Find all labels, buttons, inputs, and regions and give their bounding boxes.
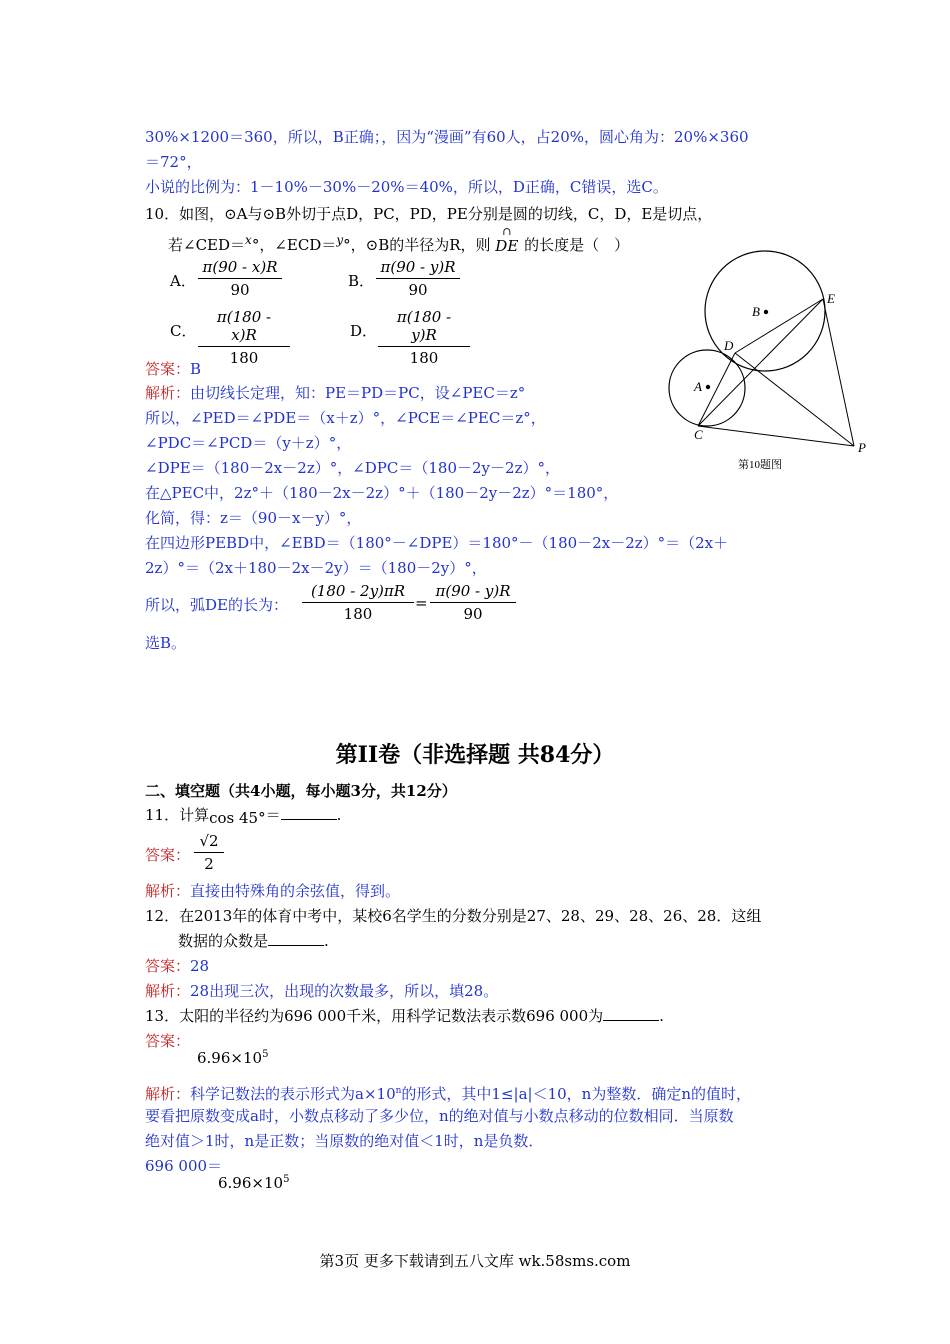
section-title: 第II卷（非选择题 共84分） (335, 742, 615, 768)
line-dp (735, 353, 854, 446)
q13-analysis-2: 要看把原数变成a时，小数点移动了多少位，n的绝对值与小数点移动的位数相同．当原数 (145, 1107, 734, 1125)
q10-analysis-5: 在△PEC中，2z°＋（180－2x－2z）°＋（180－2y－2z）°＝180°， (145, 484, 619, 502)
label-e: E (827, 291, 835, 306)
label-d: D (724, 338, 734, 353)
figure-caption: 第10题图 (738, 459, 782, 471)
label-c: C (694, 427, 703, 442)
q10-analysis-1: 解析：由切线长定理，知：PE＝PD＝PC，设∠PEC＝z° (145, 384, 526, 402)
option-a-fraction: $\frac{\pi(90 - x)R}{90}$ (198, 258, 282, 299)
q10-figure (660, 235, 880, 475)
q13-answer-value: $6.96\times 10^5$ (197, 1049, 269, 1067)
equals-sign: = (415, 594, 428, 612)
q11-analysis: 解析：直接由特殊角的余弦值，得到。 (145, 882, 401, 900)
prev-line-2: ＝72°， (145, 153, 202, 171)
q10-analysis-10: 选B。 (145, 634, 187, 652)
q11-blank (281, 805, 337, 820)
line-cp (698, 426, 854, 446)
q12-analysis: 解析：28出现三次，出现的次数最多，所以，填28。 (145, 982, 499, 1000)
q10-analysis-9: 所以，弧DE的长为： (145, 596, 288, 614)
part-two-heading: 二、填空题（共4小题，每小题3分，共12分） (145, 782, 457, 800)
q13-analysis-4: 696 000＝ (145, 1157, 223, 1175)
label-a: A (694, 379, 702, 394)
label-b: B (752, 304, 760, 319)
q12-answer: 答案：28 (145, 957, 210, 975)
q13-answer-label: 答案： (145, 1032, 191, 1050)
q10-stem-line-2: 若∠CED＝$^x$°，∠ECD＝$^y$°，⊙B的半径为R，则 ∩ DE 的长度是（ ） (168, 225, 630, 255)
line-de (735, 299, 823, 353)
option-c-fraction: $\frac{\pi(180 - x)R}{180}$ (198, 308, 290, 367)
arc-length-fraction-1: $\frac{(180 - 2y)\pi R}{180}$ (302, 582, 414, 623)
option-c-label: C． (170, 322, 197, 340)
q12-stem-line-1: 12．在2013年的体育中考中，某校6名学生的分数分别是27、28、29、28、26、28．这组 (145, 907, 762, 925)
q10-analysis-8: 2z）°＝（2x＋180－2x－2y）＝（180－2y）°， (145, 559, 487, 577)
prev-line-3: 小说的比例为：1－10%－30%－20%＝40%，所以，D正确，C错误，选C。 (145, 178, 668, 196)
arc-de-symbol: ∩ DE (495, 225, 519, 255)
q11-stem: 11．计算cos 45°＝ . (145, 806, 342, 827)
q13-blank (603, 1006, 659, 1021)
q10-analysis-3: ∠PDC＝∠PCD＝（y＋z）°， (145, 434, 352, 452)
q13-analysis-3: 绝对值＞1时，n是正数；当原数的绝对值＜1时，n是负数． (145, 1132, 544, 1150)
q13-stem: 13．太阳的半径约为696 000千米，用科学记数法表示数696 000为 . (145, 1007, 664, 1025)
q10-stem-line-1: 10．如图，⊙A与⊙B外切于点D，PC，PD，PE分别是圆的切线，C，D，E是切点， (145, 205, 713, 223)
q12-stem-line-2: 数据的众数是 . (178, 932, 329, 950)
q11-answer-fraction: $\frac{√2}{2}$ (194, 832, 224, 873)
option-b-label: B． (348, 272, 375, 290)
page-footer: 第3页 更多下载请到五八文库 wk.58sms.com (319, 1252, 631, 1270)
q10-analysis-7: 在四边形PEBD中，∠EBD＝（180°－∠DPE）＝180°－（180－2x－2z）°＝（2x＋ (145, 534, 729, 552)
option-d-label: D． (350, 322, 378, 340)
option-a-label: A． (170, 272, 196, 290)
q10-analysis-4: ∠DPE＝（180－2x－2z）°，∠DPC＝（180－2y－2z）°， (145, 459, 560, 477)
point-a (706, 385, 710, 389)
line-ep (823, 299, 854, 446)
q10-answer: 答案：B (145, 360, 202, 378)
option-d-fraction: $\frac{\pi(180 - y)R}{180}$ (378, 308, 470, 367)
line-cd (698, 353, 735, 426)
option-b-fraction: $\frac{\pi(90 - y)R}{90}$ (376, 258, 460, 299)
label-p: P (858, 440, 866, 455)
q12-blank (268, 931, 324, 946)
q13-result-value: $6.96\times 10^5$ (218, 1174, 290, 1192)
q11-answer-label: 答案： (145, 846, 191, 864)
point-b (764, 310, 768, 314)
q10-analysis-2: 所以，∠PED＝∠PDE＝（x＋z）°，∠PCE＝∠PEC＝z°， (145, 409, 546, 427)
prev-line-1: 30%×1200＝360，所以，B正确；，因为“漫画”有60人，占20%，圆心角为：20%×360 (145, 128, 749, 146)
arc-length-fraction-2: $\frac{\pi(90 - y)R}{90}$ (430, 582, 516, 623)
q13-analysis-1: 解析：科学记数法的表示形式为$a\times 10^n$的形式，其中1≤|a|＜10，n为整数．确定n的值时， (145, 1085, 751, 1103)
q10-analysis-6: 化简，得：z＝（90－x－y）°， (145, 509, 362, 527)
